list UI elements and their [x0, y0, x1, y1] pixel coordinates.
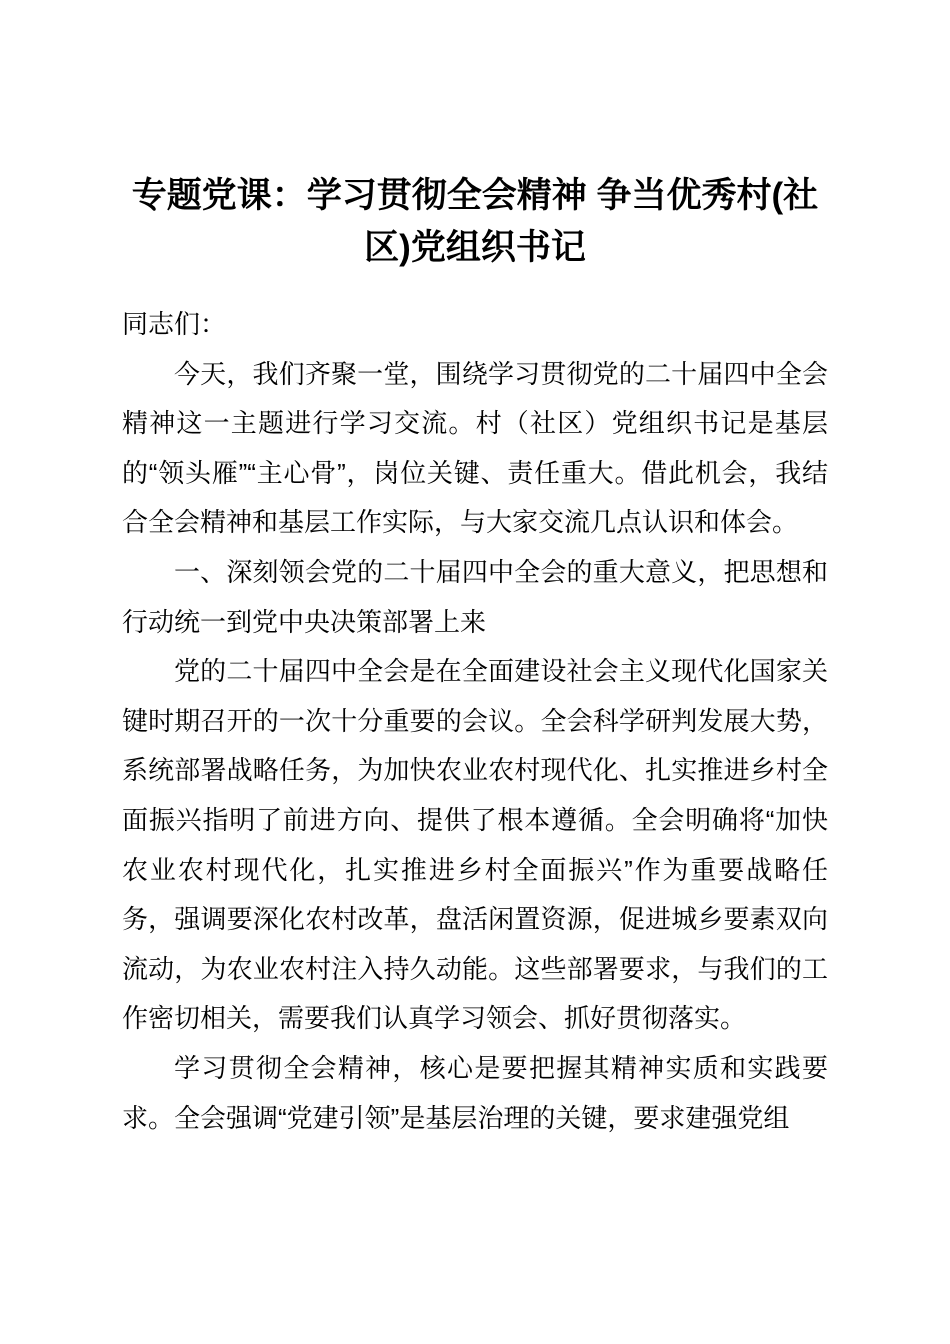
section-heading-1: 一、深刻领会党的二十届四中全会的重大意义，把思想和行动统一到党中央决策部署上来 [122, 556, 828, 637]
document-title: 专题党课：学习贯彻全会精神 争当优秀村(社区)党组织书记 [131, 176, 819, 267]
paragraph-opening: 今天，我们齐聚一堂，围绕学习贯彻党的二十届四中全会精神这一主题进行学习交流。村（社区）党组织书记是基层的“领头雁”“主心骨”，岗位关键、责任重大。借此机会，我结合全会精神和基层工作实际，与大家交流几点认识和体会。 [122, 358, 828, 538]
paragraph-section1-body: 党的二十届四中全会是在全面建设社会主义现代化国家关键时期召开的一次十分重要的会议。全会科学研判发展大势，系统部署战略任务，为加快农业农村现代化、扎实推进乡村全面振兴指明了前进方向、提供了根本遵循。全会明确将“加快农业农村现代化，扎实推进乡村全面振兴”作为重要战略任务，强调要深化农村改革，盘活闲置资源，促进城乡要素双向流动，为农业农村注入持久动能。这些部署要求，与我们的工作密切相关，需要我们认真学习领会、抓好贯彻落实。 [122, 656, 828, 1034]
document-body [122, 300, 828, 1143]
paragraph-salutation: 同志们： [122, 309, 227, 339]
paragraph-section1-body-continued: 学习贯彻全会精神，核心是要把握其精神实质和实践要求。全会强调“党建引领”是基层治理的关键，要求建强党组 [122, 1052, 828, 1133]
